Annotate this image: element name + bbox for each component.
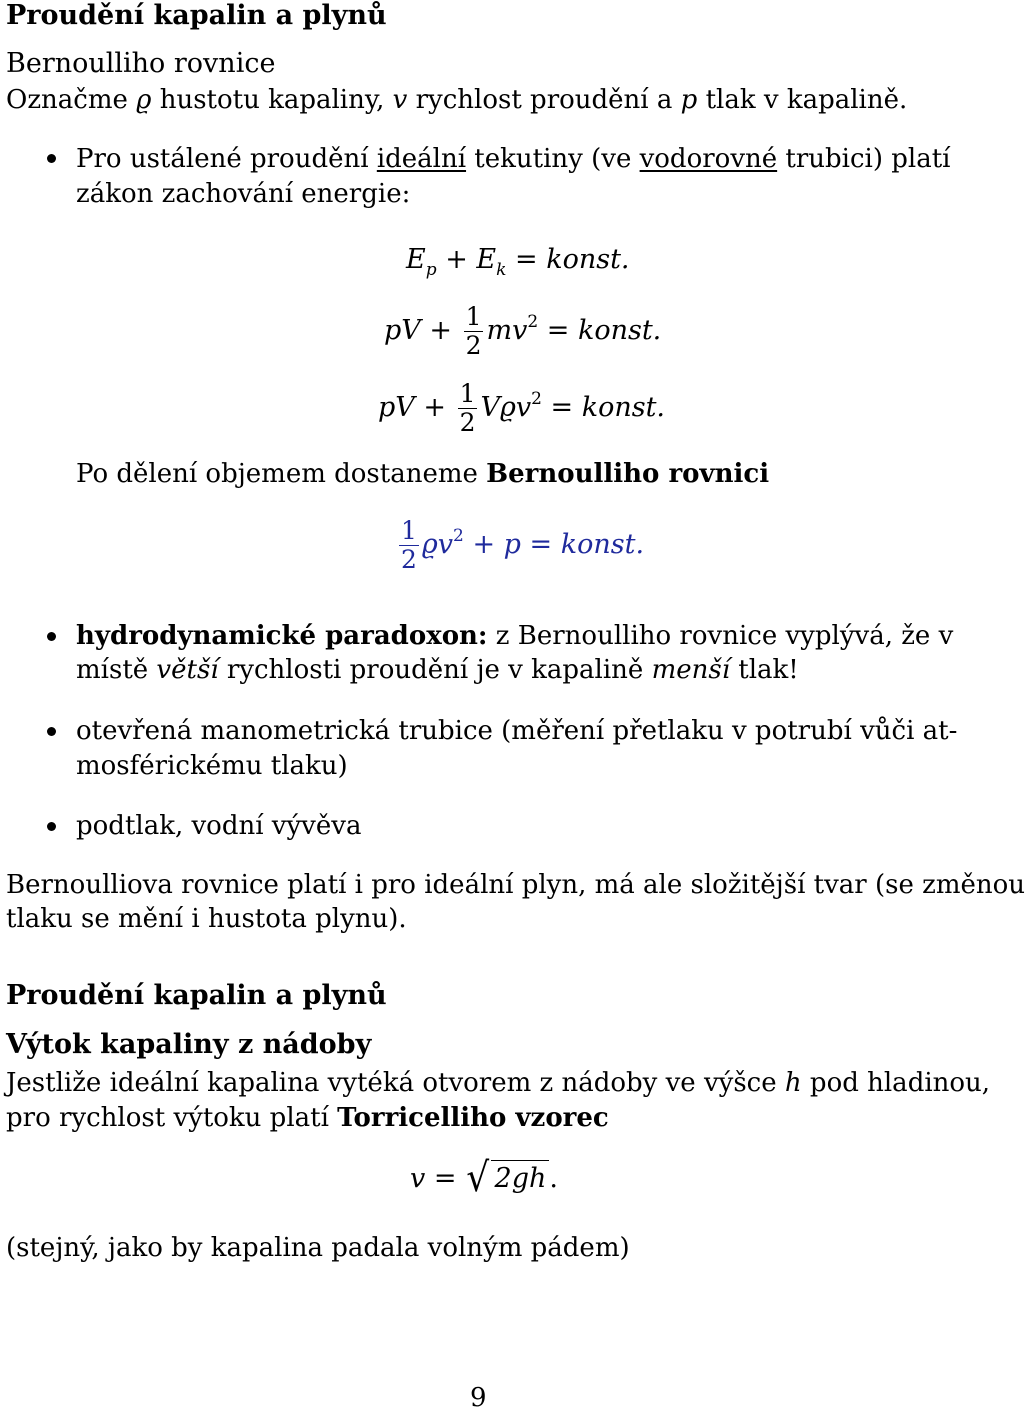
torricelli-paragraph-line1: Jestliže ideální kapalina vytéká otvorem z nádoby ve výšce h pod hladinou, (6, 1068, 991, 1098)
intro-text-1: Označme (6, 85, 137, 115)
bullet2-line1: hydrodynamické paradoxon: z Bernoulliho rovnice vyplývá, že v (76, 621, 954, 651)
bullet-dot (47, 154, 56, 163)
bullet1-line2: zákon zachování energie: (76, 179, 411, 209)
note-text: (stejný, jako by kapalina padala volným pádem) (6, 1233, 630, 1263)
intro-text-4: tlak v kapalině. (697, 85, 908, 115)
bullet2-line2: místě větší rychlosti proudění je v kapalině menší tlak! (76, 655, 799, 685)
bullet-dot (47, 727, 56, 736)
intro-text-2: hustotu kapaliny, (151, 85, 393, 115)
bullet3-line2: mosférickému tlaku) (76, 751, 348, 781)
v-symbol: v (392, 85, 408, 115)
closing-line2: tlaku se mění i hustota plynu). (6, 904, 407, 934)
intro-text-3: rychlost proudění a (407, 85, 681, 115)
section-heading: Proudění kapalin a plynů (6, 980, 387, 1011)
section-subheading: Bernoulliho rovnice (6, 48, 276, 79)
rho-symbol: ϱ (136, 85, 152, 115)
closing-line1: Bernoulliova rovnice platí i pro ideální plyn, má ale složitější tvar (se změnou (6, 870, 1025, 900)
torricelli-paragraph-line2: pro rychlost výtoku platí Torricelliho vzorec (6, 1103, 609, 1133)
p-symbol: p (680, 85, 698, 115)
bullet-dot (47, 822, 56, 831)
after-equation-text: Po dělení objemem dostaneme Bernoulliho rovnici (76, 459, 770, 489)
underlined-horizontal: vodorovné (639, 144, 778, 174)
underlined-ideal: ideální (376, 144, 467, 174)
square-root-icon: √ 2gh (465, 1160, 549, 1196)
section-heading: Proudění kapalin a plynů (6, 0, 387, 31)
section-subheading: Výtok kapaliny z nádoby (6, 1029, 372, 1060)
bullet1-line1: Pro ustálené proudění ideální tekutiny (ve vodorovné trubici) platí (76, 144, 951, 174)
bullet3-line1: otevřená manometrická trubice (měření přetlaku v potrubí vůči at- (76, 716, 958, 746)
equation-vrho: pV + $\frac{1}{2}$ Vϱv$^2$ = konst. (378, 379, 666, 437)
intro-paragraph (6, 83, 907, 117)
bernoulli-equation: $\frac{1}{2}$ $ϱv^2 + p$ = konst. (401, 516, 645, 574)
equation-energy: $E_p + E_k$ = konst. (406, 244, 630, 280)
bullet-dot (47, 632, 56, 641)
torricelli-equation: v = √ 2gh . (410, 1155, 558, 1201)
page-number: 9 (470, 1383, 487, 1413)
equation-mv: pV + $\frac{1}{2}$ $mv^2$ = konst. (384, 302, 662, 360)
bullet4-text: podtlak, vodní vývěva (76, 811, 362, 841)
